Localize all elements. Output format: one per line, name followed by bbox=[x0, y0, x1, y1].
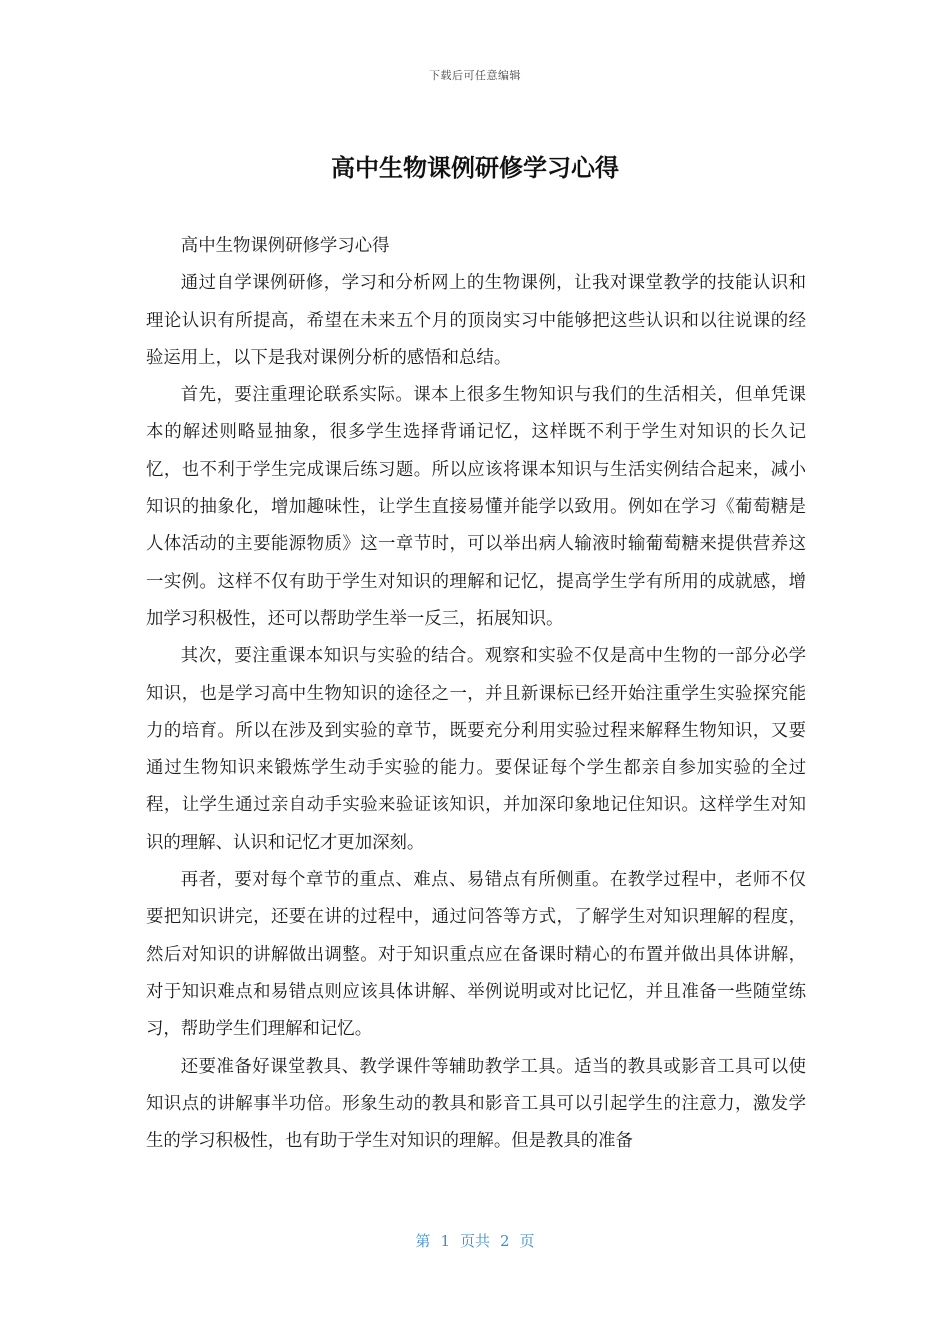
paragraph-teaching-aids: 还要准备好课堂教具、教学课件等辅助教学工具。适当的教具或影音工具可以使知识点的讲解事半功倍。形象生动的教具和影音工具可以引起学生的注意力，激发学生的学习积极性，也有助于学生对知识的理解。但是教具的准备 bbox=[146, 1056, 806, 1152]
footer-page-label: 第 bbox=[415, 1232, 431, 1250]
footer-page-of: 页共 bbox=[459, 1232, 490, 1250]
paragraph-key-points: 再者，要对每个章节的重点、难点、易错点有所侧重。在教学过程中，老师不仅要把知识讲完，还要在讲的过程中，通过问答等方式，了解学生对知识理解的程度，然后对知识的讲解做出调整。对于知识重点应在备课时精心的布置并做出具体讲解，对于知识难点和易错点则应该具体讲解、举例说明或对比记忆，并且准备一些随堂练习，帮助学生们理解和记忆。 bbox=[146, 870, 806, 1040]
document-title: 高中生物课例研修学习心得 bbox=[331, 154, 619, 182]
document-body bbox=[146, 228, 806, 1160]
paragraph-experiments: 其次，要注重课本知识与实验的结合。观察和实验不仅是高中生物的一部分必学知识，也是学习高中生物知识的途径之一，并且新课标已经开始注重学生实验探究能力的培育。所以在涉及到实验的章节，既要充分利用实验过程来解释生物知识，又要通过生物知识来锻炼学生动手实验的能力。要保证每个学生都亲自参加实验的全过程，让学生通过亲自动手实验来验证该知识，并加深印象地记住知识。这样学生对知识的理解、认识和记忆才更加深刻。 bbox=[146, 646, 806, 853]
footer-page-total: 2 bbox=[500, 1232, 510, 1250]
footer-page-current: 1 bbox=[440, 1232, 450, 1250]
paragraph-theory-practice: 首先，要注重理论联系实际。课本上很多生物知识与我们的生活相关，但单凭课本的解述则略显抽象，很多学生选择背诵记忆，这样既不利于学生对知识的长久记忆，也不利于学生完成课后练习题。所以应该将课本知识与生活实例结合起来，减小知识的抽象化，增加趣味性，让学生直接易懂并能学以致用。例如在学习《葡萄糖是人体活动的主要能源物质》这一章节时，可以举出病人输液时输葡萄糖来提供营养这一实例。这样不仅有助于学生对知识的理解和记忆，提高学生学有所用的成就感，增加学习积极性，还可以帮助学生举一反三，拓展知识。 bbox=[146, 385, 806, 629]
page-footer bbox=[0, 1230, 950, 1251]
header-note: 下载后可任意编辑 bbox=[429, 69, 521, 82]
paragraph-intro: 通过自学课例研修，学习和分析网上的生物课例，让我对课堂教学的技能认识和理论认识有所提高，希望在未来五个月的顶岗实习中能够把这些认识和以往说课的经验运用上，以下是我对课例分析的感悟和总结。 bbox=[146, 273, 806, 368]
footer-page-unit: 页 bbox=[519, 1232, 535, 1250]
paragraph-subtitle: 高中生物课例研修学习心得 bbox=[180, 236, 390, 256]
